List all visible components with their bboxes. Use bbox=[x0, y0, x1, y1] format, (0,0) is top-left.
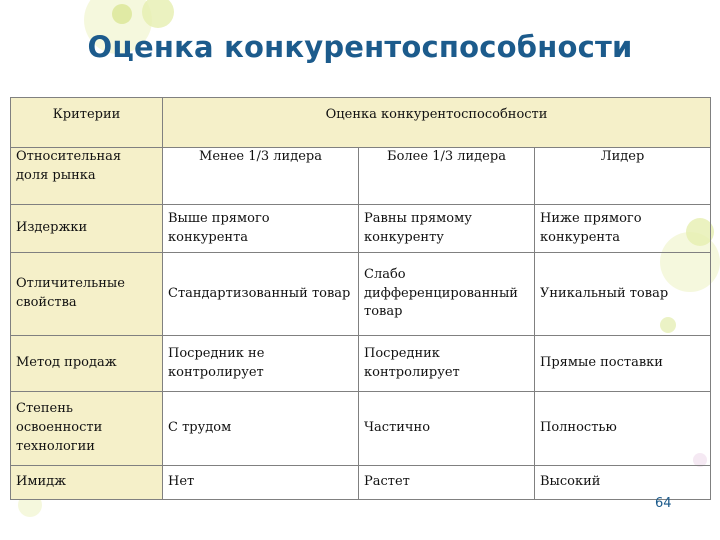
page-number: 64 bbox=[655, 496, 672, 511]
criterion-cell: Относительная доля рынка bbox=[11, 148, 163, 205]
assessment-cell: Ниже прямого конкурента bbox=[535, 205, 711, 253]
table-row bbox=[11, 253, 711, 336]
criterion-cell: Имидж bbox=[11, 466, 163, 500]
assessment-cell: Растет bbox=[359, 466, 535, 500]
table-row bbox=[11, 466, 711, 500]
assessment-cell: Лидер bbox=[535, 148, 711, 205]
assessment-cell: Более 1/3 лидера bbox=[359, 148, 535, 205]
assessment-cell: Стандартизованный товар bbox=[163, 253, 359, 336]
assessment-cell: Менее 1/3 лидера bbox=[163, 148, 359, 205]
assessment-cell: Равны прямому конкуренту bbox=[359, 205, 535, 253]
assessment-cell: Нет bbox=[163, 466, 359, 500]
criterion-cell: Степень освоенности технологии bbox=[11, 392, 163, 466]
table-row bbox=[11, 392, 711, 466]
assessment-cell: Прямые поставки bbox=[535, 336, 711, 392]
table-row bbox=[11, 336, 711, 392]
assessment-cell: Выше прямого конкурента bbox=[163, 205, 359, 253]
assessment-cell: Частично bbox=[359, 392, 535, 466]
competitiveness-table bbox=[10, 97, 711, 500]
table-header-row bbox=[11, 98, 711, 148]
decor-circle bbox=[112, 4, 132, 24]
assessment-cell: Полностью bbox=[535, 392, 711, 466]
criterion-cell: Метод продаж bbox=[11, 336, 163, 392]
slide-title: Оценка конкурентоспособности bbox=[87, 30, 633, 64]
header-assessment: Оценка конкурентоспособности bbox=[163, 98, 711, 148]
assessment-cell: Высокий bbox=[535, 466, 711, 500]
header-criteria: Критерии bbox=[11, 98, 163, 148]
criterion-cell: Отличительные свойства bbox=[11, 253, 163, 336]
criterion-cell: Издержки bbox=[11, 205, 163, 253]
assessment-cell: Посредник контролирует bbox=[359, 336, 535, 392]
assessment-cell: Слабо дифференцированный товар bbox=[359, 253, 535, 336]
assessment-cell: Уникальный товар bbox=[535, 253, 711, 336]
table-row bbox=[11, 205, 711, 253]
table-row bbox=[11, 148, 711, 205]
assessment-cell: С трудом bbox=[163, 392, 359, 466]
assessment-cell: Посредник не контролирует bbox=[163, 336, 359, 392]
